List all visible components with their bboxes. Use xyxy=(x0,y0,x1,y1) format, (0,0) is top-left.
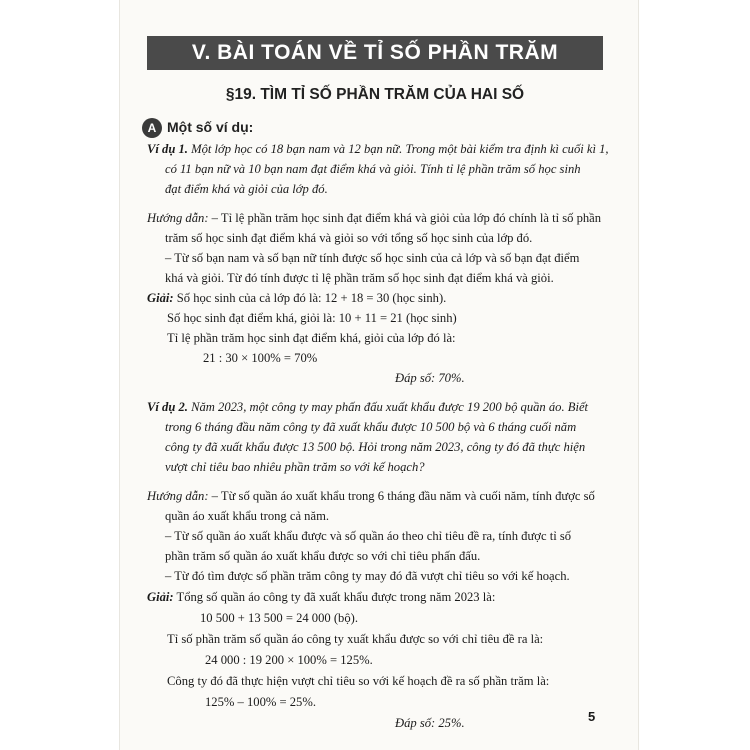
guide-1-line-3: – Từ số bạn nam và số bạn nữ tính được số học sinh của cả lớp và số bạn đạt điểm xyxy=(165,251,580,265)
guide-2-label: Hướng dẫn: xyxy=(147,489,209,503)
solution-1-line-1: Giải: Số học sinh của cả lớp đó là: 12 + 18 = 30 (học sinh). xyxy=(147,291,447,305)
example-2-line-2: trong 6 tháng đầu năm công ty đã xuất khẩu được 10 500 bộ và 6 tháng cuối năm xyxy=(165,420,577,434)
solution-2-line-3: Tỉ số phần trăm số quần áo công ty xuất khẩu được so với chỉ tiêu đề ra là: xyxy=(167,632,544,646)
example-1-line-3: đạt điểm khá và giỏi của lớp đó. xyxy=(165,182,328,196)
solution-1-calc: 21 : 30 × 100% = 70% xyxy=(203,351,318,365)
solution-1-label: Giải: xyxy=(147,291,174,305)
solution-1-line-2: Số học sinh đạt điểm khá, giỏi là: 10 + 11 = 21 (học sinh) xyxy=(167,311,457,325)
example-1-line-2: có 11 bạn nữ và 10 bạn nam đạt điểm khá và giỏi. Tính tỉ lệ phần trăm số học sinh xyxy=(165,162,581,176)
answer-1: Đáp số: 70%. xyxy=(395,371,465,385)
solution-2-calc-3: 125% – 100% = 25%. xyxy=(205,695,316,709)
chapter-banner: V. BÀI TOÁN VỀ TỈ SỐ PHẦN TRĂM xyxy=(147,36,603,70)
part-title: Một số ví dụ: xyxy=(167,119,254,135)
guide-2-line-1: Hướng dẫn: – Từ số quần áo xuất khẩu trong 6 tháng đầu năm và cuối năm, tính được số xyxy=(147,489,595,503)
guide-2-line-2: quần áo xuất khẩu trong cả năm. xyxy=(165,509,330,523)
solution-2-calc-2: 24 000 : 19 200 × 100% = 125%. xyxy=(205,653,373,667)
solution-1-line-3: Tỉ lệ phần trăm học sinh đạt điểm khá, giỏi của lớp đó là: xyxy=(167,331,456,345)
example-2-line-1: Ví dụ 2. Năm 2023, một công ty may phấn đấu xuất khẩu được 19 200 bộ quần áo. Biết xyxy=(147,400,589,414)
example-2-label: Ví dụ 2. xyxy=(147,400,188,414)
part-badge: A xyxy=(142,118,162,138)
guide-1-line-4: khá và giỏi. Từ đó tính được tỉ lệ phần trăm số học sinh đạt điểm khá và giỏi. xyxy=(165,271,554,285)
guide-2-line-5: – Từ đó tìm được số phần trăm công ty may đó đã vượt chỉ tiêu so với kế hoạch. xyxy=(165,569,570,583)
example-2-line-4: vượt chỉ tiêu bao nhiêu phần trăm so với kế hoạch? xyxy=(165,460,425,474)
example-1-line-1: Ví dụ 1. Một lớp học có 18 bạn nam và 12 bạn nữ. Trong một bài kiểm tra định kì cuối kì 1, xyxy=(147,142,609,156)
guide-2-line-3: – Từ số quần áo xuất khẩu được và số quần áo theo chỉ tiêu đề ra, tính được tỉ số xyxy=(165,529,572,543)
guide-2-line-4: phần trăm số quần áo xuất khẩu được so với chỉ tiêu phấn đấu. xyxy=(165,549,481,563)
section-title: §19. TÌM TỈ SỐ PHẦN TRĂM CỦA HAI SỐ xyxy=(225,86,525,103)
solution-2-line-1: Giải: Tổng số quần áo công ty đã xuất khẩu được trong năm 2023 là: xyxy=(147,590,496,604)
guide-1-label: Hướng dẫn: xyxy=(147,211,209,225)
guide-1-line-1: Hướng dẫn: – Tỉ lệ phần trăm học sinh đạt điểm khá và giỏi của lớp đó chính là tỉ số phần xyxy=(147,211,602,225)
solution-2-label: Giải: xyxy=(147,590,174,604)
guide-1-line-2: trăm số học sinh đạt điểm khá và giỏi so với tổng số học sinh của lớp đó. xyxy=(165,231,533,245)
solution-2-line-5: Công ty đó đã thực hiện vượt chỉ tiêu so với kế hoạch đề ra số phần trăm là: xyxy=(167,674,550,688)
example-1-label: Ví dụ 1. xyxy=(147,142,188,156)
answer-2: Đáp số: 25%. xyxy=(395,716,465,730)
example-2-line-3: công ty đã xuất khẩu được 13 500 bộ. Hỏi trong năm 2023, công ty đó đã thực hiện xyxy=(165,440,586,454)
solution-2-calc-1: 10 500 + 13 500 = 24 000 (bộ). xyxy=(200,611,358,625)
page-number: 5 xyxy=(588,709,596,724)
